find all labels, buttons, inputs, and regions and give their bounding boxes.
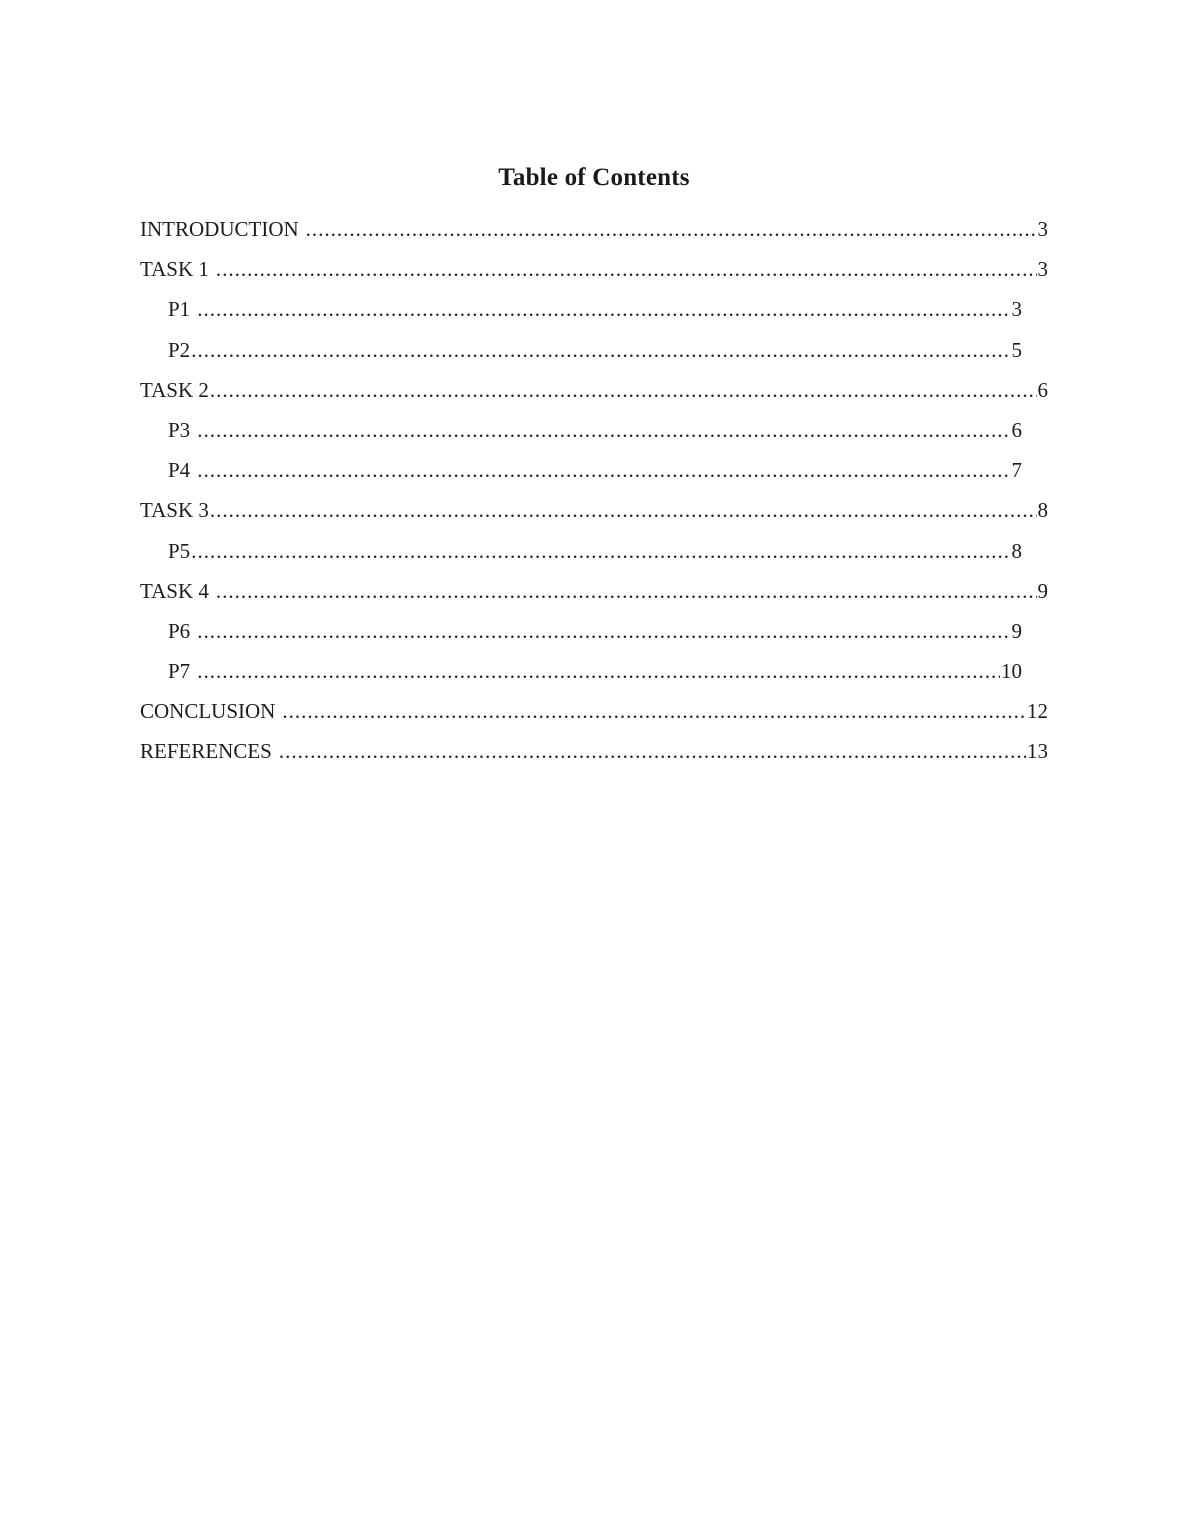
dot-leader (197, 458, 1010, 483)
toc-entry-label: TASK 2 (140, 377, 209, 402)
toc-entry-page-number: 8 (1011, 538, 1022, 563)
dot-leader (306, 217, 1037, 242)
dot-leader (197, 619, 1010, 644)
toc-entry-page-number: 3 (1037, 257, 1048, 282)
toc-entry (140, 297, 1022, 337)
toc-entry (140, 539, 1022, 579)
toc-entry-page-number: 10 (1001, 659, 1022, 684)
toc-entry (140, 338, 1022, 378)
toc-entry (140, 699, 1048, 739)
toc-entry-page-number: 8 (1037, 498, 1048, 523)
toc-entry-label: TASK 1 (140, 257, 209, 282)
toc-entry-label: TASK 4 (140, 578, 209, 603)
toc-entry (140, 418, 1022, 458)
toc-entry-label: P5 (168, 538, 191, 563)
dot-leader (210, 498, 1037, 523)
dot-leader (210, 378, 1037, 403)
toc-entry-label: P3 (168, 417, 191, 442)
toc-entry-label: P7 (168, 659, 191, 684)
dot-leader (216, 579, 1037, 604)
toc-entry-label: TASK 3 (140, 498, 209, 523)
toc-entry-label: P4 (168, 458, 191, 483)
table-of-contents (140, 217, 1048, 780)
toc-entry-label: REFERENCES (140, 739, 272, 764)
dot-leader (216, 257, 1037, 282)
dot-leader (191, 338, 1010, 363)
toc-entry-page-number: 6 (1037, 377, 1048, 402)
toc-entry-page-number: 3 (1037, 217, 1048, 241)
toc-entry-page-number: 7 (1011, 458, 1022, 483)
toc-entry-page-number: 9 (1037, 578, 1048, 603)
toc-entry-page-number: 13 (1027, 739, 1048, 764)
dot-leader (197, 297, 1010, 322)
toc-entry-label: P6 (168, 618, 191, 643)
toc-entry (140, 458, 1022, 498)
toc-entry-label: CONCLUSION (140, 699, 276, 724)
toc-entry-page-number: 9 (1011, 618, 1022, 643)
toc-entry (140, 217, 1048, 257)
toc-entry (140, 378, 1048, 418)
toc-entry (140, 619, 1022, 659)
toc-entry-page-number: 12 (1027, 699, 1048, 724)
dot-leader (282, 699, 1026, 724)
toc-entry-page-number: 6 (1011, 417, 1022, 442)
toc-entry (140, 659, 1022, 699)
toc-entry (140, 498, 1048, 538)
dot-leader (197, 659, 1000, 684)
dot-leader (197, 418, 1010, 443)
toc-entry (140, 579, 1048, 619)
toc-entry-label: INTRODUCTION (140, 217, 299, 241)
dot-leader (191, 539, 1010, 564)
toc-entry-label: P2 (168, 337, 191, 362)
toc-entry (140, 257, 1048, 297)
toc-entry-page-number: 3 (1011, 297, 1022, 322)
dot-leader (279, 739, 1026, 764)
page-title: Table of Contents (498, 164, 690, 191)
toc-entry (140, 739, 1048, 779)
toc-entry-label: P1 (168, 297, 191, 322)
toc-entry-page-number: 5 (1011, 337, 1022, 362)
